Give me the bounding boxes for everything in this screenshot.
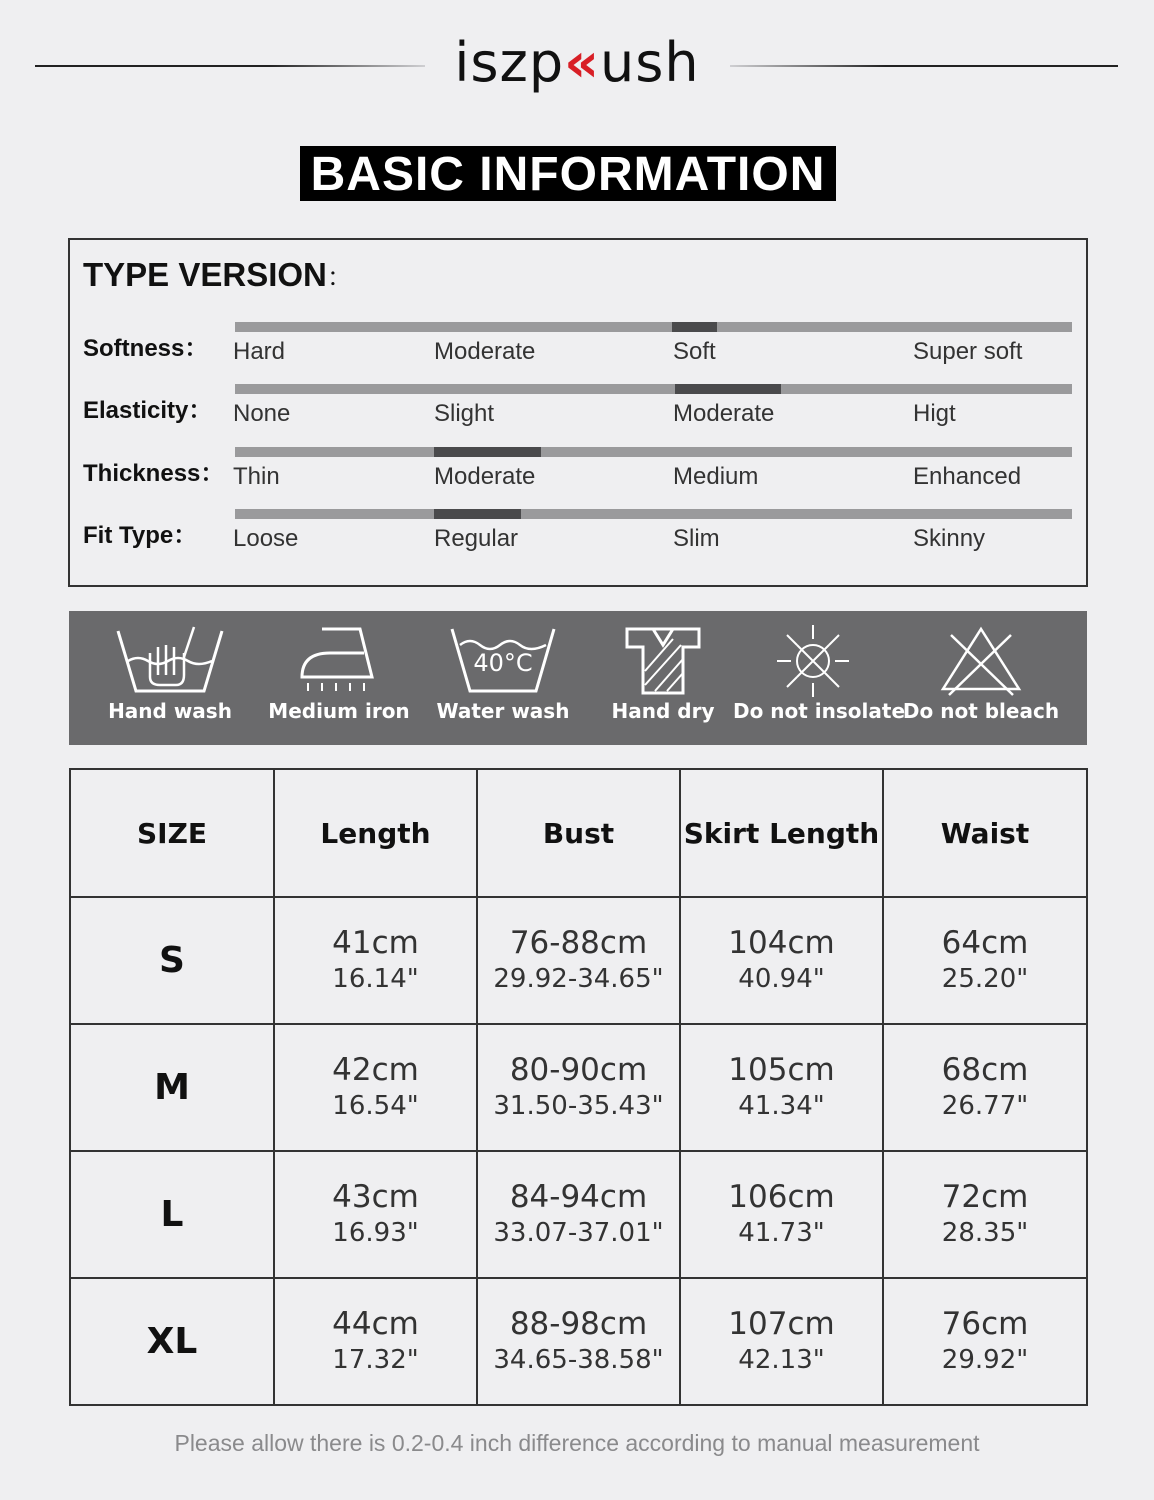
value-inch: 33.07-37.01" [493, 1217, 664, 1248]
value-cm: 44cm [332, 1305, 419, 1342]
attribute-row-elasticity [70, 390, 1086, 440]
value-cm: 107cm [728, 1305, 835, 1342]
care-label: Do not bleach [902, 699, 1060, 723]
length-cell [274, 1024, 477, 1151]
iron-icon [269, 625, 409, 697]
attribute-option-selected: Regular [434, 525, 519, 552]
size-name: M [154, 1067, 190, 1108]
column-header: Waist [883, 769, 1087, 897]
attribute-row-thickness [70, 453, 1086, 503]
divider-right [730, 65, 1118, 67]
value-cm: 76cm [941, 1305, 1029, 1342]
brand-name-suffix: ush [600, 31, 700, 94]
attribute-option: Slight [434, 400, 495, 427]
value-inch: 34.65-38.58" [493, 1344, 664, 1375]
attribute-scale [235, 509, 1072, 519]
value-inch: 31.50-35.43" [493, 1090, 664, 1121]
care-label: Do not insolate [733, 699, 906, 723]
care-item-hand-dry [593, 611, 733, 745]
value-cm: 42cm [332, 1051, 419, 1088]
brand-logo-mark: « [564, 31, 601, 94]
value-cm: 84-94cm [509, 1178, 648, 1215]
value-inch: 29.92" [941, 1344, 1029, 1375]
table-row [70, 897, 1087, 1024]
attribute-option: Loose [233, 525, 299, 552]
size-name: L [160, 1194, 184, 1235]
attribute-option-selected: Moderate [673, 400, 775, 427]
brand-header [0, 28, 1154, 98]
attribute-option: Thin [233, 463, 280, 490]
attribute-label: Thickness： [83, 460, 225, 487]
waist-cell [883, 1024, 1087, 1151]
waist-cell [883, 897, 1087, 1024]
care-label: Hand dry [611, 699, 715, 723]
attribute-option: Medium [673, 463, 759, 490]
skirt-length-cell [680, 897, 883, 1024]
value-cm: 64cm [941, 924, 1029, 961]
type-version-title: TYPE VERSION： [83, 256, 353, 293]
size-cell [70, 1151, 274, 1278]
attribute-option: Enhanced [913, 463, 1022, 490]
attribute-scale [235, 447, 1072, 457]
attribute-row-softness [70, 328, 1086, 378]
value-inch: 28.35" [941, 1217, 1029, 1248]
care-label: Hand wash [108, 699, 232, 723]
column-header: Length [274, 769, 477, 897]
care-label: Water wash [436, 699, 570, 723]
basic-information-banner: BASIC INFORMATION [300, 146, 836, 201]
value-inch: 41.73" [738, 1217, 825, 1248]
attribute-scale-marker [675, 384, 781, 394]
attribute-label: Fit Type： [83, 522, 198, 549]
attribute-label: Elasticity： [83, 397, 213, 424]
no-bleach-icon [911, 625, 1051, 697]
value-inch: 25.20" [941, 963, 1029, 994]
attribute-option: Super soft [913, 338, 1023, 365]
value-inch: 42.13" [738, 1344, 825, 1375]
value-cm: 76-88cm [509, 924, 648, 961]
care-instructions-band [69, 611, 1087, 745]
value-cm: 43cm [332, 1178, 419, 1215]
waist-cell [883, 1151, 1087, 1278]
care-item-hand-wash [99, 611, 241, 745]
column-header: SIZE [70, 769, 274, 897]
skirt-length-cell [680, 1151, 883, 1278]
attribute-option: Slim [673, 525, 720, 552]
attribute-option: Higt [913, 400, 956, 427]
value-cm: 72cm [941, 1178, 1029, 1215]
attribute-option: Hard [233, 338, 286, 365]
bust-cell [477, 897, 680, 1024]
size-cell [70, 1278, 274, 1405]
water-wash-icon [433, 625, 573, 697]
value-inch: 16.93" [332, 1217, 419, 1248]
care-item-medium-iron [269, 611, 409, 745]
size-cell [70, 897, 274, 1024]
value-inch: 41.34" [738, 1090, 825, 1121]
table-row [70, 1151, 1087, 1278]
attribute-scale [235, 384, 1072, 394]
length-cell [274, 897, 477, 1024]
value-inch: 29.92-34.65" [493, 963, 664, 994]
value-inch: 16.54" [332, 1090, 419, 1121]
hand-wash-icon [99, 625, 241, 697]
attribute-option: Moderate [434, 338, 536, 365]
divider-left [35, 65, 425, 67]
type-version-panel [68, 238, 1088, 587]
table-row [70, 1024, 1087, 1151]
value-cm: 88-98cm [509, 1305, 648, 1342]
size-name: XL [146, 1321, 198, 1362]
size-cell [70, 1024, 274, 1151]
hand-dry-icon [593, 625, 733, 697]
care-label: Medium iron [268, 699, 410, 723]
size-name: S [159, 940, 185, 981]
bust-cell [477, 1151, 680, 1278]
column-header: Skirt Length [680, 769, 883, 897]
care-item-do-not-insolate [733, 611, 906, 745]
table-row [70, 1278, 1087, 1405]
sun-cross-icon [743, 625, 883, 697]
care-item-do-not-bleach [902, 611, 1060, 745]
attribute-option: Skinny [913, 525, 986, 552]
attribute-scale-marker [434, 447, 541, 457]
value-inch: 40.94" [738, 963, 825, 994]
value-cm: 80-90cm [509, 1051, 648, 1088]
attribute-scale-marker [672, 322, 717, 332]
brand-name-prefix: iszp [454, 31, 565, 94]
bust-cell [477, 1278, 680, 1405]
attribute-option-selected: Moderate [434, 463, 536, 490]
attribute-scale [235, 322, 1072, 332]
length-cell [274, 1151, 477, 1278]
attribute-scale-marker [434, 509, 521, 519]
measurement-note: Please allow there is 0.2-0.4 inch difference according to manual measurement [174, 1430, 980, 1456]
value-inch: 26.77" [941, 1090, 1029, 1121]
value-inch: 16.14" [332, 963, 419, 994]
value-cm: 41cm [332, 924, 419, 961]
water-temperature: 40°C [473, 649, 533, 677]
value-cm: 105cm [728, 1051, 835, 1088]
waist-cell [883, 1278, 1087, 1405]
value-cm: 106cm [728, 1178, 835, 1215]
bust-cell [477, 1024, 680, 1151]
attribute-row-fit-type [70, 515, 1086, 565]
skirt-length-cell [680, 1024, 883, 1151]
length-cell [274, 1278, 477, 1405]
size-chart-table [69, 768, 1088, 1406]
table-header-row [70, 769, 1087, 897]
care-item-water-wash [433, 611, 573, 745]
value-cm: 104cm [728, 924, 835, 961]
attribute-option-selected: Soft [673, 338, 716, 365]
attribute-label: Softness： [83, 335, 209, 362]
attribute-option: None [233, 400, 291, 427]
brand-logo [440, 28, 714, 98]
value-inch: 17.32" [332, 1344, 419, 1375]
value-cm: 68cm [941, 1051, 1029, 1088]
skirt-length-cell [680, 1278, 883, 1405]
column-header: Bust [477, 769, 680, 897]
